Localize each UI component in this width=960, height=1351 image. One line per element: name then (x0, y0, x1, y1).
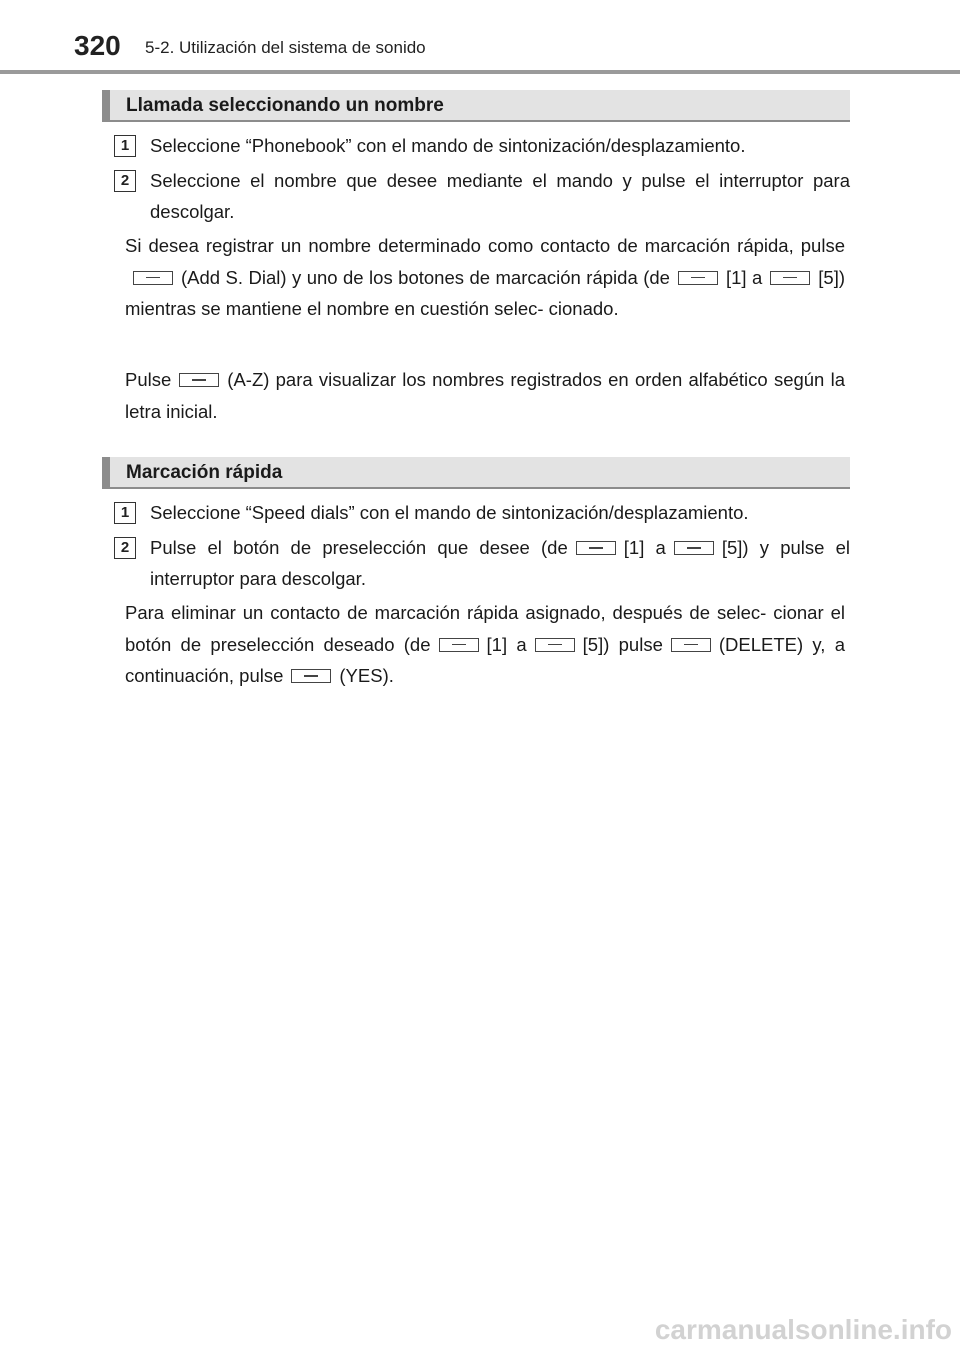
text: [5]) y pulse el interruptor para descolgar. (150, 537, 851, 589)
step-2 (114, 532, 850, 594)
text: Para eliminar un contacto de marcación rápida asignado, después de selec- cionar el botón de preselección deseado (de (125, 602, 845, 655)
button-icon (671, 638, 711, 652)
button-icon (179, 373, 219, 387)
button-icon (133, 271, 173, 285)
button-icon (770, 271, 810, 285)
watermark: carmanualsonline.info (654, 1314, 952, 1345)
step-badge: 2 (114, 170, 136, 192)
button-icon (576, 541, 616, 555)
button-icon (439, 638, 479, 652)
step-2 (114, 165, 850, 227)
section-path: 5-2. Utilización del sistema de sonido (145, 38, 426, 57)
text: Si desea registrar un nombre determinado como contacto de marcación rápida, pulse (125, 235, 845, 256)
text: (A-Z) para visualizar los nombres registrados en orden alfabético según la letra inicial. (125, 369, 845, 422)
text: (Add S. Dial) y uno de los botones de marcación rápida (de (181, 266, 670, 288)
button-icon (678, 271, 718, 285)
paragraph-register-speed-dial (125, 230, 845, 325)
header-rule (0, 70, 960, 74)
button-icon (535, 638, 575, 652)
text: Pulse el botón de preselección que desee (de (150, 537, 568, 558)
section-heading-call-by-name: Llamada seleccionando un nombre (102, 90, 850, 122)
step-1 (114, 497, 850, 528)
step-text: Seleccione el nombre que desee mediante el mando y pulse el interruptor para descolgar. (150, 170, 850, 222)
step-text: Seleccione “Phonebook” con el mando de sintonización/desplazamiento. (150, 135, 746, 156)
step-badge: 2 (114, 537, 136, 559)
text: [1] a (725, 266, 763, 288)
text: [1] a (623, 537, 666, 558)
step-text: Seleccione “Speed dials” con el mando de sintonización/desplazamiento. (150, 502, 749, 523)
button-icon (674, 541, 714, 555)
text: [5]) mientras se mantiene el nombre en cuestión selec- cionado. (125, 266, 845, 319)
text: (DELETE) y, a continuación, pulse (125, 633, 845, 686)
text: [1] a (486, 633, 527, 655)
paragraph-alphabetical (125, 364, 845, 427)
step-badge: 1 (114, 502, 136, 524)
text: [5]) pulse (582, 633, 663, 655)
paragraph-delete-speed-dial (125, 597, 845, 692)
step-badge: 1 (114, 135, 136, 157)
page-number: 320 (74, 30, 121, 61)
step-text (150, 532, 850, 594)
text: (YES). (339, 665, 394, 686)
text: Pulse (125, 369, 172, 390)
section-heading-speed-dial: Marcación rápida (102, 457, 850, 489)
button-icon (291, 669, 331, 683)
step-1 (114, 130, 850, 161)
